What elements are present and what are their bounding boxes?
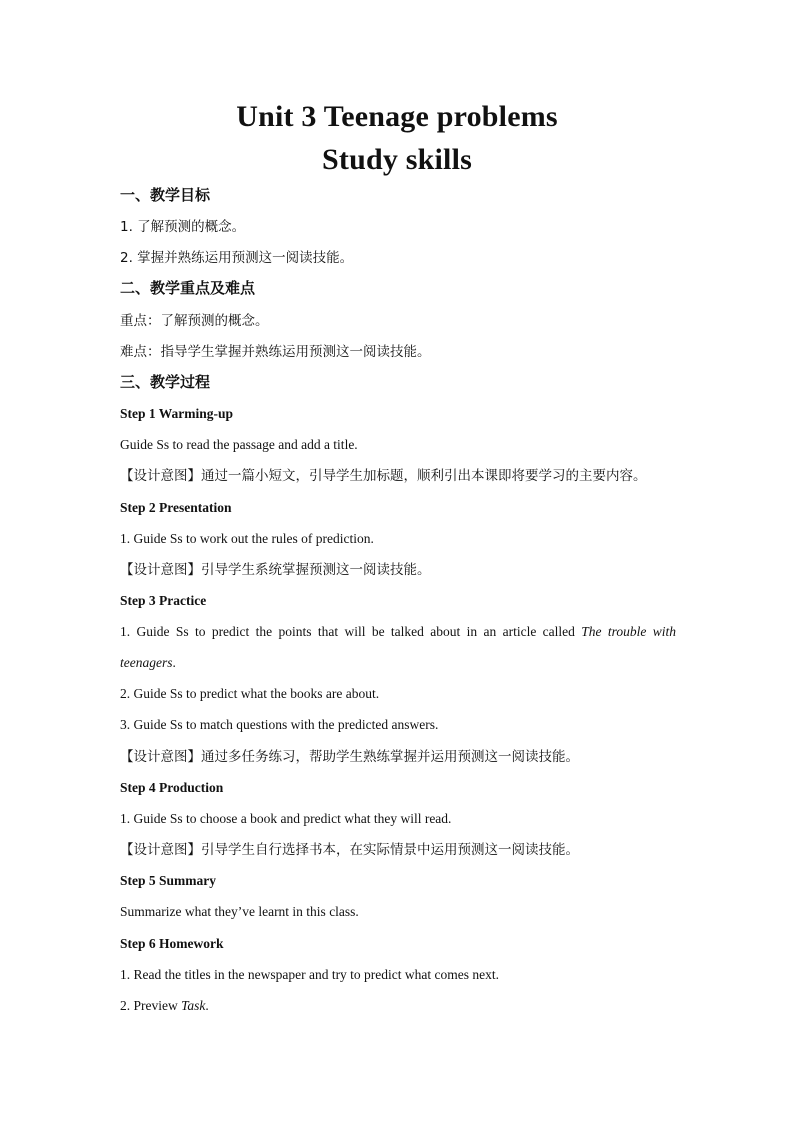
step2-item-1: 1. Guide Ss to work out the rules of prediction. [120,531,374,546]
step1-design-intent: 【设计意图】通过一篇小短文，引导学生加标题，顺利引出本课即将要学习的主要内容。 [120,468,647,484]
step3-item-1-period: . [172,655,176,670]
step3-item-3: 3. Guide Ss to match questions with the predicted answers. [120,717,439,732]
step6-heading: Step 6 Homework [120,936,224,951]
step5-text: Summarize what they’ve learnt in this class. [120,904,359,919]
article-title-part-1: The trouble with [581,624,676,639]
step6-item-2-text: 2. Preview [120,998,182,1013]
section-heading-procedure: 三、教学过程 [120,373,211,391]
step6-item-2 [120,996,680,1016]
step3-item-1-line-2 [120,653,680,673]
step1-text: Guide Ss to read the passage and add a title. [120,437,358,452]
document-title: Unit 3 Teenage problems [236,100,558,133]
step4-item-1: 1. Guide Ss to choose a book and predict what they will read. [120,811,452,826]
key-point-text: 重点：了解预测的概念。 [120,313,269,329]
step3-item-1-line-1 [120,622,676,642]
objective-item-2: 2. 掌握并熟练运用预测这一阅读技能。 [120,250,354,266]
step3-heading: Step 3 Practice [120,593,207,608]
step2-design-intent: 【设计意图】引导学生系统掌握预测这一阅读技能。 [120,562,431,578]
step2-heading: Step 2 Presentation [120,500,232,515]
document-subtitle: Study skills [322,143,472,176]
article-title-part-2: teenagers [120,655,173,670]
difficult-point-text: 难点：指导学生掌握并熟练运用预测这一阅读技能。 [120,344,431,360]
step5-heading: Step 5 Summary [120,873,217,888]
step3-item-1-text: 1. Guide Ss to predict the points that will be talked about in an article called [120,624,582,639]
step6-item-2-period: . [205,998,209,1013]
step4-design-intent: 【设计意图】引导学生自行选择书本，在实际情景中运用预测这一阅读技能。 [120,842,579,858]
step6-item-1: 1. Read the titles in the newspaper and try to predict what comes next. [120,967,500,982]
section-heading-key-points: 二、教学重点及难点 [120,279,256,297]
step4-heading: Step 4 Production [120,780,224,795]
section-heading-objectives: 一、教学目标 [120,186,211,204]
task-title: Task [181,998,206,1013]
step3-design-intent: 【设计意图】通过多任务练习，帮助学生熟练掌握并运用预测这一阅读技能。 [120,749,579,765]
step1-heading: Step 1 Warming-up [120,406,234,421]
step3-item-2: 2. Guide Ss to predict what the books are about. [120,686,380,701]
objective-item-1: 1. 了解预测的概念。 [120,219,246,235]
